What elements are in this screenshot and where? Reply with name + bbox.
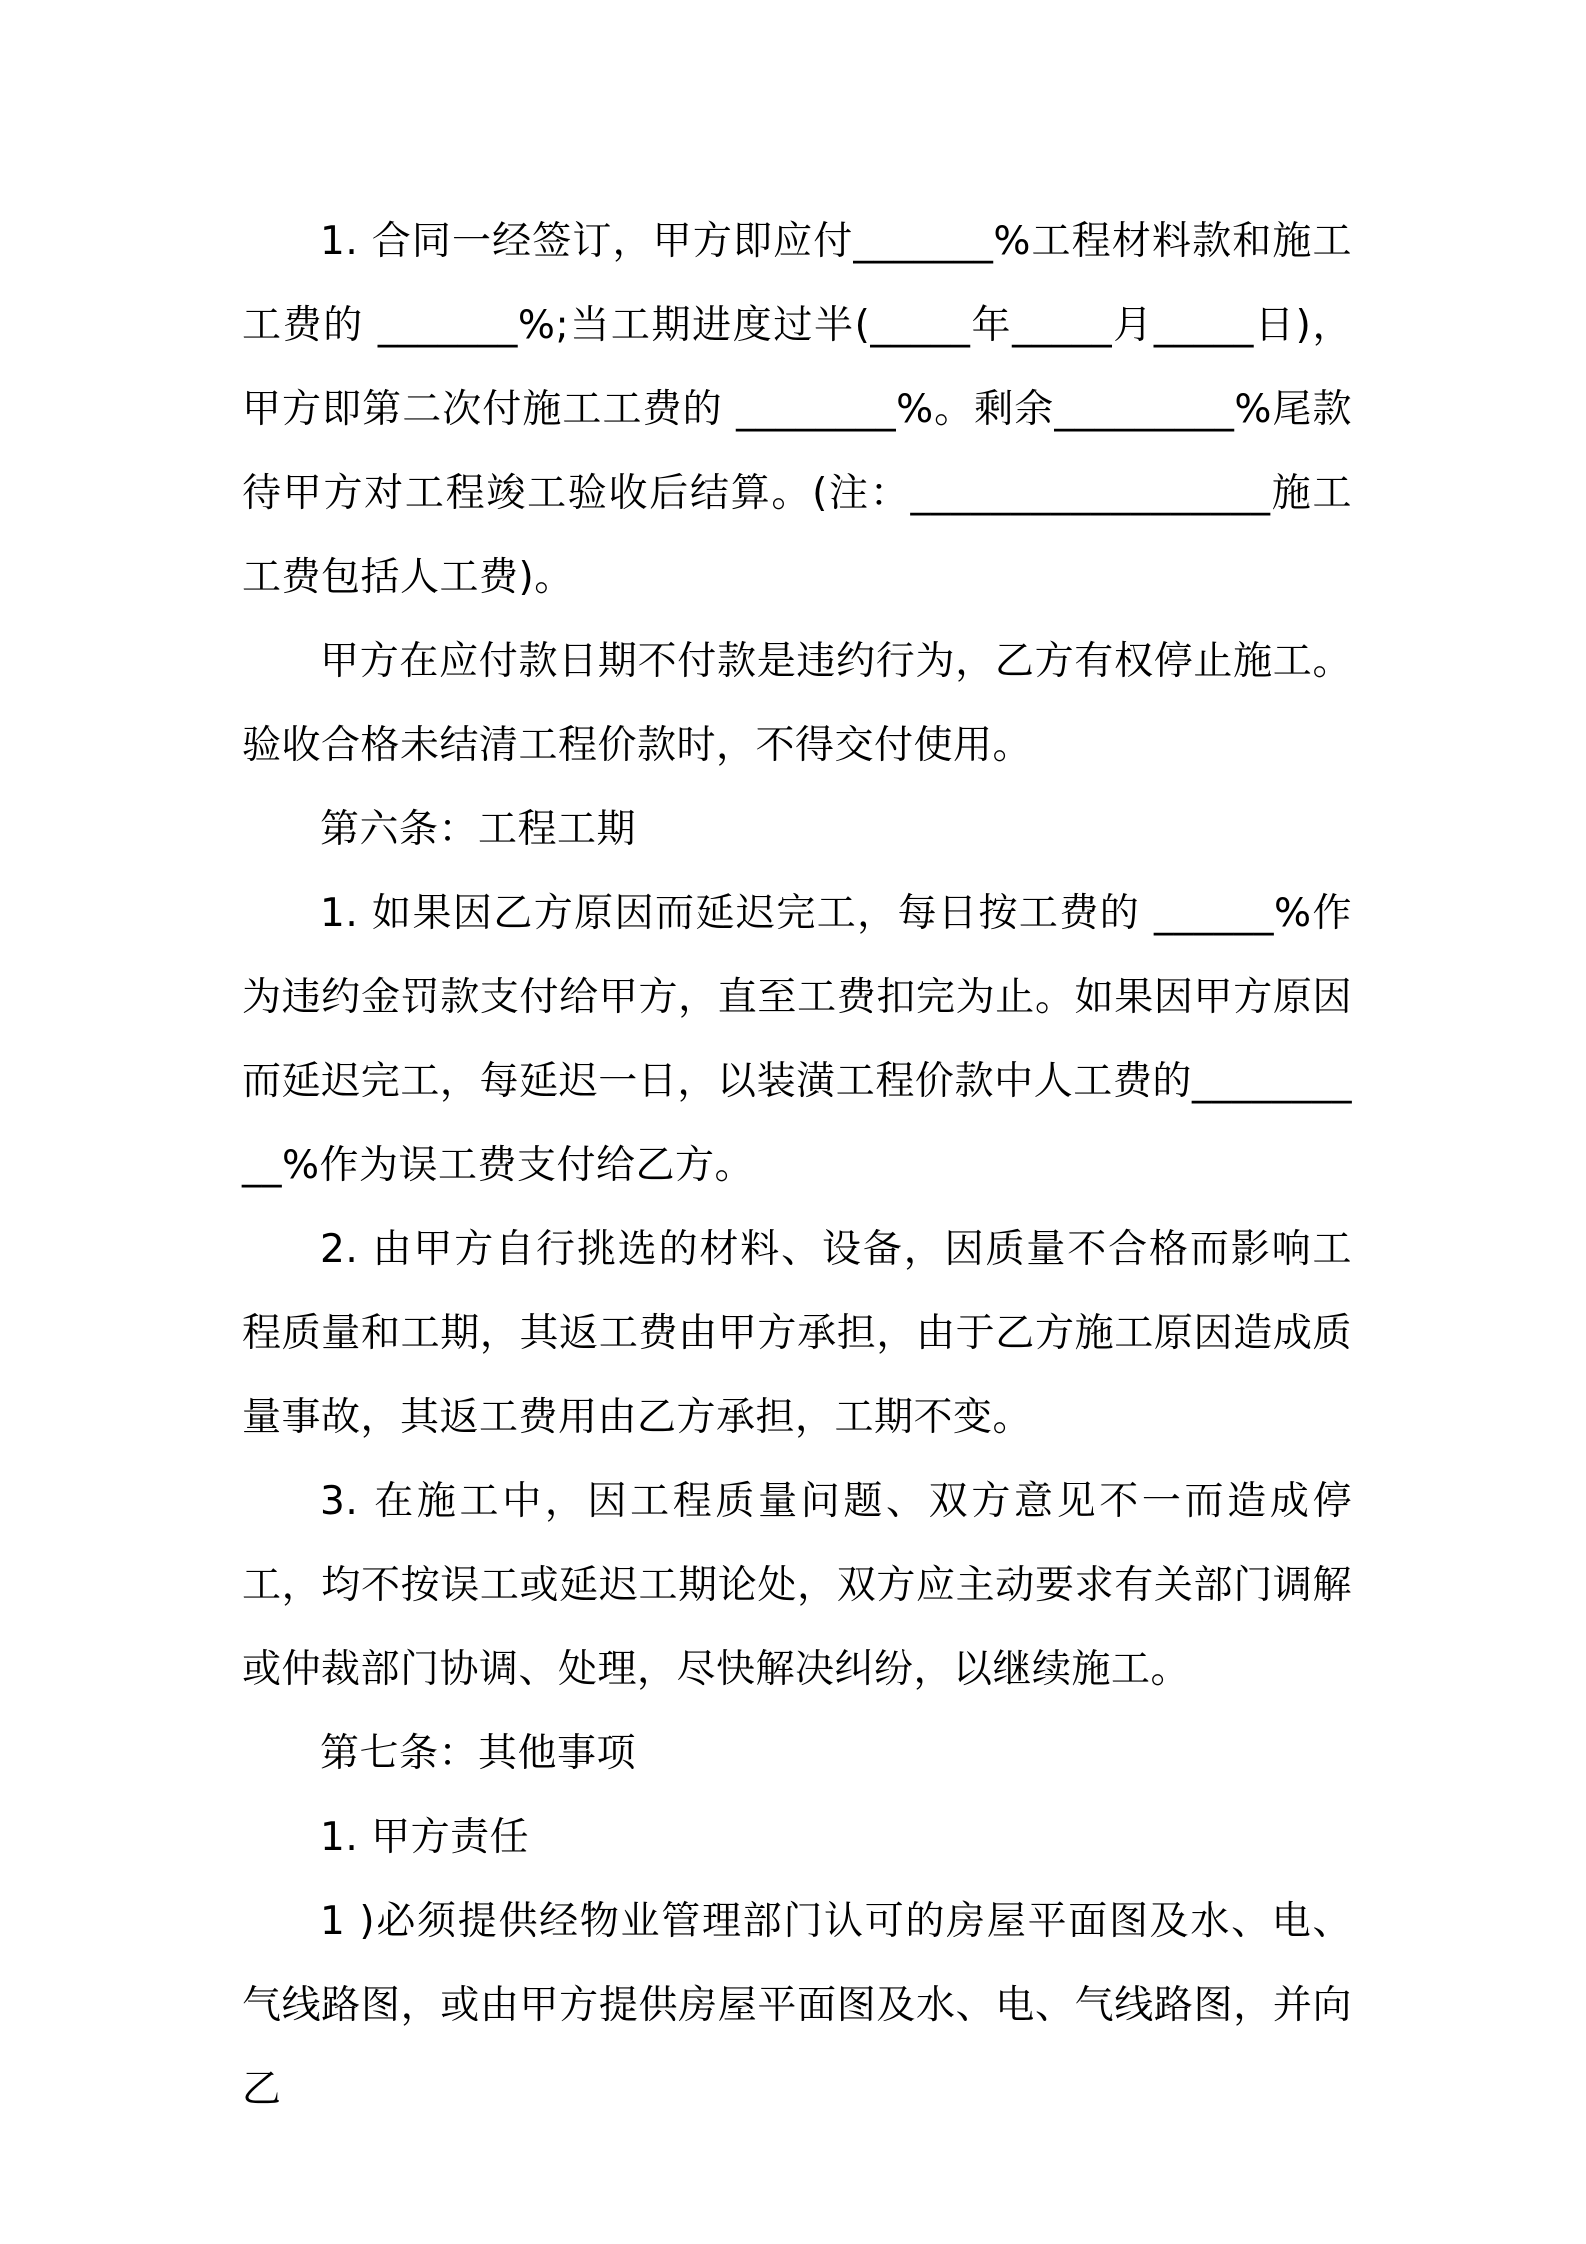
section-heading-article-6: 第六条：工程工期 bbox=[320, 807, 637, 852]
paragraph-payment-default: 甲方在应付款日期不付款是违约行为，乙方有权停止施工。验收合格未结清工程价款时，不得交付使用。 bbox=[242, 639, 1352, 768]
subheading-party-a-duty: 1. 甲方责任 bbox=[320, 1815, 530, 1860]
paragraph-payment-terms: 1. 合同一经签订，甲方即应付_______%工程材料款和施工工费的 _______%;当工期进度过半(_____年_____月_____日)，甲方即第二次付施工工费的 ________%。剩余_________%尾款待甲方对工程竣工验收后结算。(注：__________________施工工费包括人工费)。 bbox=[242, 219, 1352, 600]
paragraph-material-quality: 2. 由甲方自行挑选的材料、设备，因质量不合格而影响工程质量和工期，其返工费由甲方承担，由于乙方施工原因造成质量事故，其返工费用由乙方承担，工期不变。 bbox=[242, 1227, 1352, 1440]
paragraph-dispute-resolution: 3. 在施工中，因工程质量问题、双方意见不一而造成停工，均不按误工或延迟工期论处，双方应主动要求有关部门调解或仲裁部门协调、处理，尽快解决纠纷，以继续施工。 bbox=[242, 1479, 1352, 1692]
section-heading-article-7: 第七条：其他事项 bbox=[320, 1731, 637, 1776]
paragraph-delay-penalty: 1. 如果因乙方原因而延迟完工，每日按工费的 ______%作为违约金罚款支付给甲方，直至工费扣完为止。如果因甲方原因而延迟完工，每延迟一日，以装潢工程价款中人工费的__________%作为误工费支付给乙方。 bbox=[242, 891, 1352, 1188]
paragraph-floor-plan: 1 )必须提供经物业管理部门认可的房屋平面图及水、电、气线路图，或由甲方提供房屋平面图及水、电、气线路图，并向乙 bbox=[242, 1899, 1352, 2112]
document-page bbox=[242, 200, 1352, 2132]
